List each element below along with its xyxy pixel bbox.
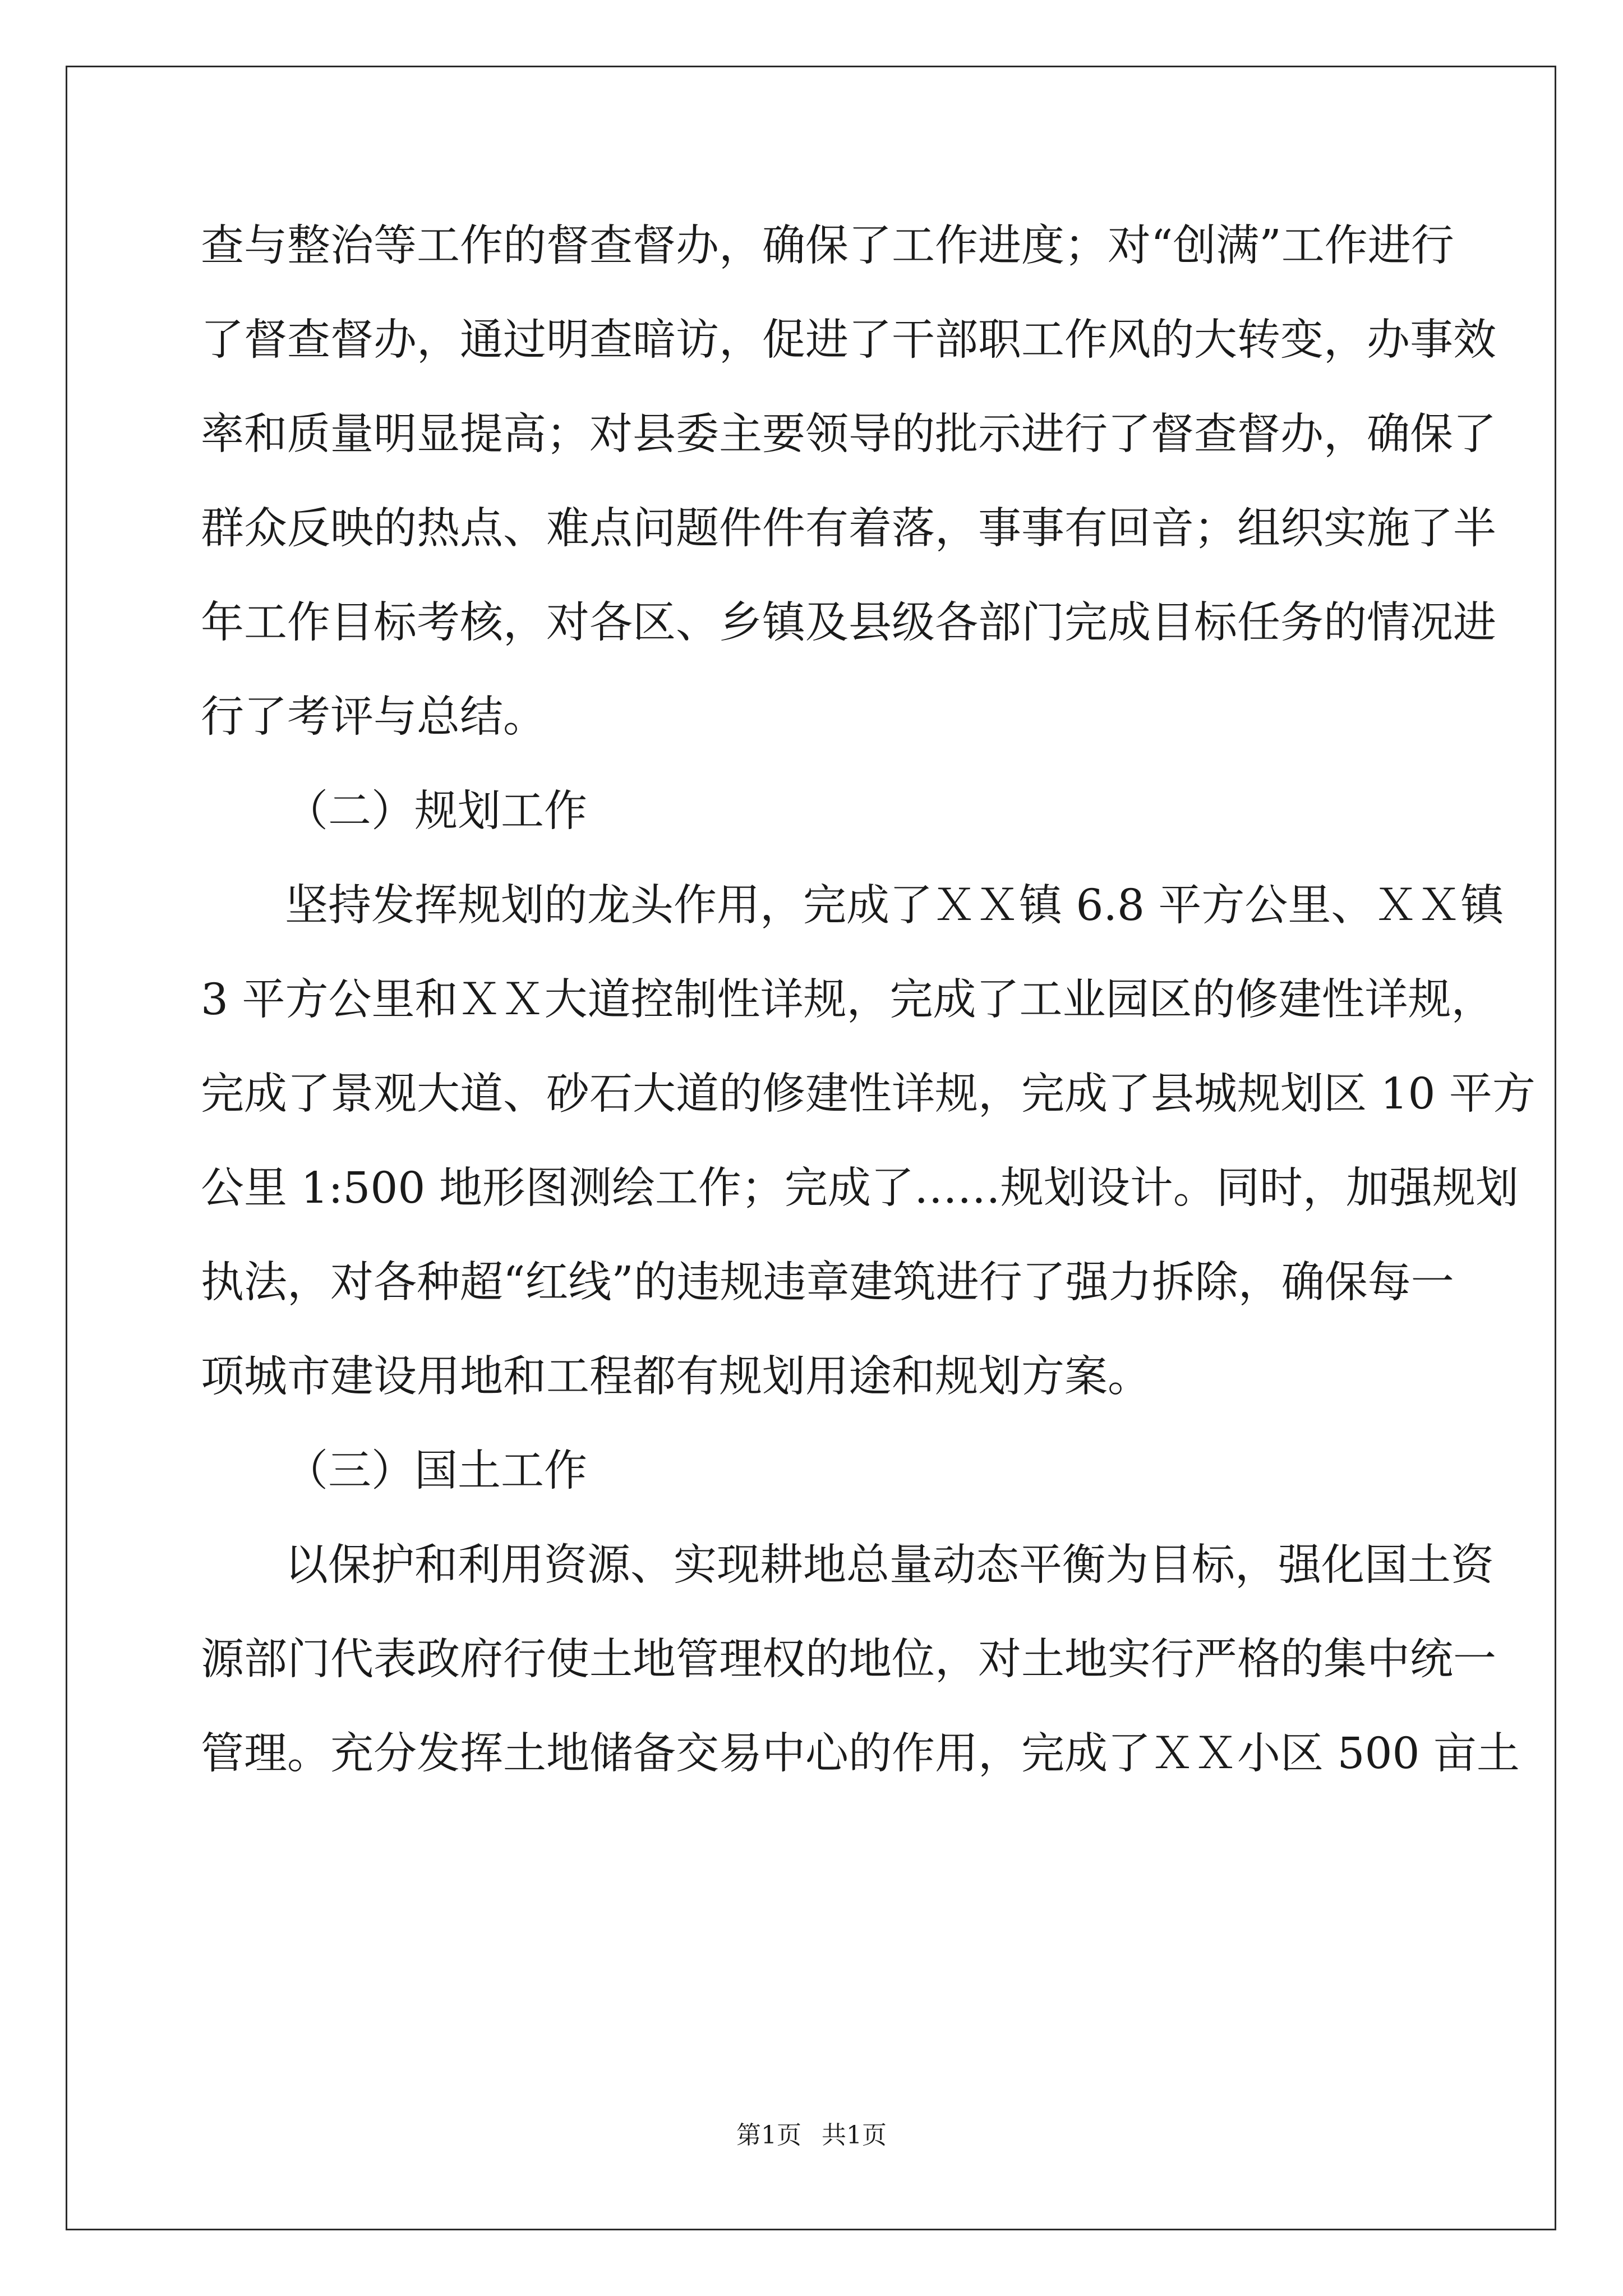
- section-heading: （二）规划工作: [285, 786, 587, 836]
- text-line: 3 平方公里和ＸＸ大道控制性详规，完成了工业园区的修建性详规，: [201, 975, 1495, 1025]
- text-line: 率和质量明显提高；对县委主要领导的批示进行了督查督办，确保了: [201, 409, 1496, 459]
- text-line: 年工作目标考核，对各区、乡镇及县级各部门完成目标任务的情况进: [201, 598, 1496, 648]
- page-total: 共1页: [822, 2121, 887, 2150]
- text-line: 群众反映的热点、难点问题件件有着落，事事有回音；组织实施了半: [201, 504, 1496, 554]
- text-line: 了督查督办，通过明查暗访，促进了干部职工作风的大转变，办事效: [201, 315, 1496, 365]
- page-number: 第1页: [736, 2121, 801, 2150]
- text-line: 执法，对各种超“红线”的违规违章建筑进行了强力拆除，确保每一: [201, 1258, 1454, 1308]
- page-footer: [0, 2115, 1623, 2151]
- text-line: 源部门代表政府行使土地管理权的地位，对土地实行严格的集中统一: [201, 1635, 1496, 1685]
- text-line: 管理。充分发挥土地储备交易中心的作用，完成了ＸＸ小区 500 亩土: [201, 1729, 1520, 1779]
- text-line: 以保护和利用资源、实现耕地总量动态平衡为目标，强化国土资: [285, 1540, 1494, 1590]
- text-line: 项城市建设用地和工程都有规划用途和规划方案。: [201, 1352, 1151, 1402]
- text-line: 公里 1:500 地形图测绘工作；完成了……规划设计。同时，加强规划: [201, 1163, 1519, 1213]
- document-body: [201, 199, 1536, 1801]
- text-line: 行了考评与总结。: [201, 692, 546, 742]
- text-line: 坚持发挥规划的龙头作用，完成了ＸＸ镇 6.8 平方公里、ＸＸ镇: [285, 881, 1504, 931]
- section-heading: （三）国土工作: [285, 1446, 587, 1496]
- text-line: 查与整治等工作的督查督办，确保了工作进度；对“创满”工作进行: [201, 221, 1454, 271]
- text-line: 完成了景观大道、砂石大道的修建性详规，完成了县城规划区 10 平方: [201, 1069, 1536, 1119]
